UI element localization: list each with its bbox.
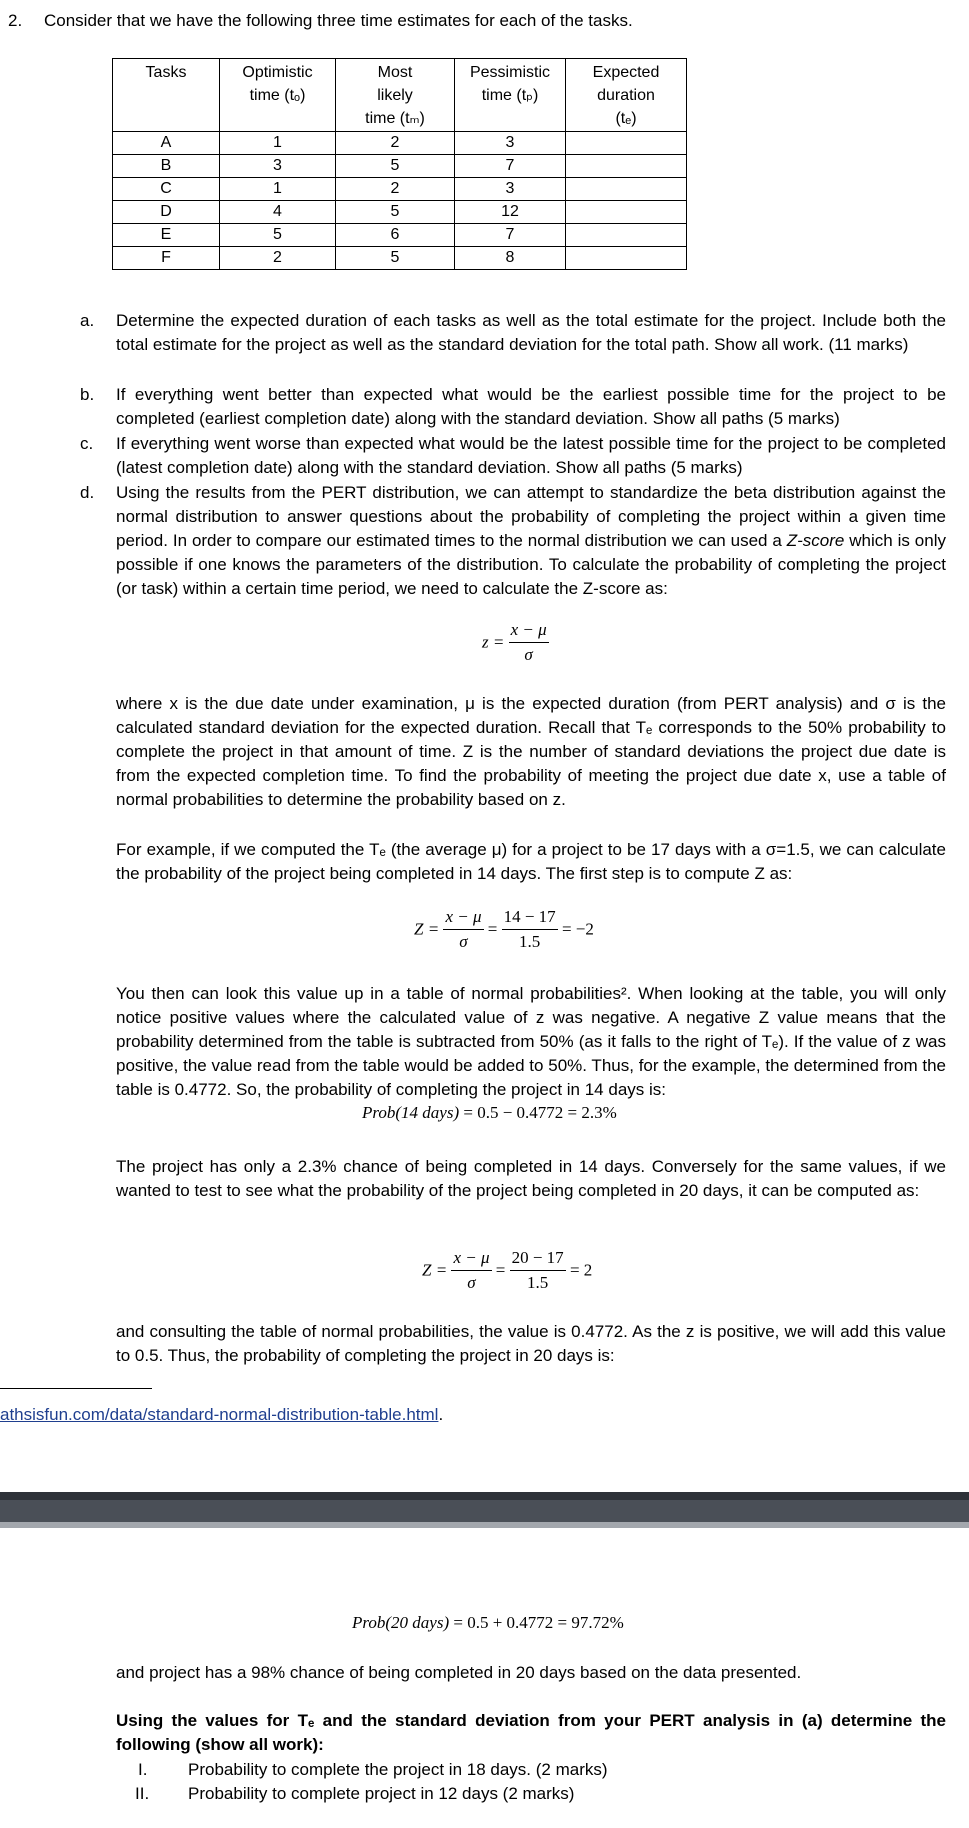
table-cell: F <box>113 247 220 270</box>
table-cell: 7 <box>455 224 566 247</box>
question-number: 2. <box>8 11 23 30</box>
prob-14-days: Prob(14 days) = 0.5 − 0.4772 = 2.3% <box>362 1103 617 1122</box>
table-cell: 8 <box>455 247 566 270</box>
page-break-shadow <box>0 1492 969 1500</box>
table-cell: 2 <box>336 132 455 155</box>
table-cell: 7 <box>455 155 566 178</box>
table-row <box>113 224 687 247</box>
table-row <box>113 132 687 155</box>
table-row <box>113 247 687 270</box>
table-cell: A <box>113 132 220 155</box>
part-d-text: Using the results from the PERT distribution, we can attempt to standardize the beta distribution against the normal distribution to answer questions about the probability of completing the project within a given time period. In order to compare our estimated times to the normal distribution we can used a Z-score which is only possible if one knows the parameters of the distribution. To calculate the probability of completing the project (or task) within a certain time period, we need to calculate the Z-score as: <box>116 483 946 598</box>
prob-20-days: Prob(20 days) = 0.5 + 0.4772 = 97.72% <box>352 1613 624 1632</box>
table-cell: 3 <box>455 132 566 155</box>
where-paragraph: where x is the due date under examination, μ is the expected duration (from PERT analysis) and σ is the calculated standard deviation for the expected duration. Recall that Tₑ corresponds to the 50% probability to complete the project in that amount of time. Z is the number of standard deviations the project due date is from the expected completion time. To find the probability of meeting the project due date x, use a table of normal probabilities to determine the probability based on z. <box>116 694 946 809</box>
part-b-text: If everything went better than expected what would be the earliest possible time for the project to be completed (earliest completion date) along with the standard deviation. Show all paths (5 marks) <box>116 385 946 428</box>
table-cell: 5 <box>220 224 336 247</box>
table-row <box>113 178 687 201</box>
page-break-edge <box>0 1522 969 1528</box>
chance-paragraph: The project has only a 2.3% chance of being completed in 14 days. Conversely for the same values, if we wanted to test to see what the probability of the project being completed in 20 days, it can be computed as: <box>116 1157 946 1200</box>
time-estimates-table <box>112 58 687 270</box>
task-text-i: Probability to complete the project in 18 days. (2 marks) <box>188 1760 608 1779</box>
table-cell: C <box>113 178 220 201</box>
table-cell <box>566 155 687 178</box>
table-cell <box>566 178 687 201</box>
table-cell: 5 <box>336 155 455 178</box>
footnote-divider <box>0 1388 152 1389</box>
part-a-text: Determine the expected duration of each tasks as well as the total estimate for the project. Include both the total estimate for the project as well as the standard deviation for the total path. Show all work. (11 marks) <box>116 311 946 354</box>
consult-paragraph: and consulting the table of normal probabilities, the value is 0.4772. As the z is positive, we will add this value to 0.5. Thus, the probability of completing the project in 20 days is: <box>116 1322 946 1365</box>
question-intro: Consider that we have the following three time estimates for each of the tasks. <box>44 11 633 30</box>
part-c-label: c. <box>80 434 94 453</box>
table-cell: 5 <box>336 247 455 270</box>
footnote-link[interactable]: athsisfun.com/data/standard-normal-distribution-table.html <box>0 1405 439 1424</box>
table-cell: 5 <box>336 201 455 224</box>
table-cell: 3 <box>220 155 336 178</box>
table-cell <box>566 224 687 247</box>
table-cell: 3 <box>455 178 566 201</box>
header-most-likely: Most likely time (tₘ) <box>336 59 455 132</box>
z-example-formula-20: Z = $\frac{x - \mu}{\sigma}$ = $\frac{20 - 17}{1.5}$ = 2 <box>422 1248 593 1292</box>
header-optimistic: Optimistic time (tₒ) <box>220 59 336 132</box>
example-paragraph: For example, if we computed the Tₑ (the average μ) for a project to be 17 days with a σ=1.5, we can calculate the probability of the project being completed in 14 days. The first step is to compute Z as: <box>116 840 946 883</box>
table-cell <box>566 132 687 155</box>
table-cell: 2 <box>220 247 336 270</box>
table-cell <box>566 247 687 270</box>
table-cell: 4 <box>220 201 336 224</box>
table-row <box>113 155 687 178</box>
final-sentence: and project has a 98% chance of being completed in 20 days based on the data presented. <box>116 1663 802 1682</box>
footnote: athsisfun.com/data/standard-normal-distribution-table.html. <box>0 1405 444 1424</box>
table-cell: 12 <box>455 201 566 224</box>
table-header-row <box>113 59 687 132</box>
page-break-bar <box>0 1500 969 1522</box>
lookup-paragraph: You then can look this value up in a table of normal probabilities². When looking at the table, you will only notice positive values where the calculated value of z was negative. A negative Z value means that the probability determined from the table is subtracted from 50% (as it falls to the right of Tₑ). If the value of z was positive, the value read from the table would be added to 50%. Thus, for the example, the determined from the table is 0.4772. So, the probability of completing the project in 14 days is: <box>116 984 946 1099</box>
table-cell: E <box>113 224 220 247</box>
task-label-ii: II. <box>135 1784 150 1803</box>
table-cell: B <box>113 155 220 178</box>
table-cell <box>566 201 687 224</box>
table-row <box>113 201 687 224</box>
part-d-label: d. <box>80 483 95 502</box>
table-cell: 6 <box>336 224 455 247</box>
table-cell: 1 <box>220 178 336 201</box>
part-a-label: a. <box>80 311 95 330</box>
part-b-label: b. <box>80 385 95 404</box>
header-tasks: Tasks <box>113 59 220 132</box>
table-cell: 2 <box>336 178 455 201</box>
header-expected: Expected duration (tₑ) <box>566 59 687 132</box>
z-example-formula-14: Z = $\frac{x - \mu}{\sigma}$ = $\frac{14 - 17}{1.5}$ = −2 <box>414 907 594 951</box>
task-heading: Using the values for Tₑ and the standard deviation from your PERT analysis in (a) determine the following (show all work): <box>116 1711 946 1754</box>
task-text-ii: Probability to complete project in 12 days (2 marks) <box>188 1784 575 1803</box>
part-c-text: If everything went worse than expected what would be the latest possible time for the project to be completed (latest completion date) along with the standard deviation. Show all paths (5 marks) <box>116 434 946 477</box>
task-label-i: I. <box>138 1760 148 1779</box>
header-pessimistic: Pessimistic time (tₚ) <box>455 59 566 132</box>
z-score-formula: z = $\frac{x - \mu}{\sigma}$ <box>482 620 547 664</box>
table-cell: D <box>113 201 220 224</box>
table-cell: 1 <box>220 132 336 155</box>
